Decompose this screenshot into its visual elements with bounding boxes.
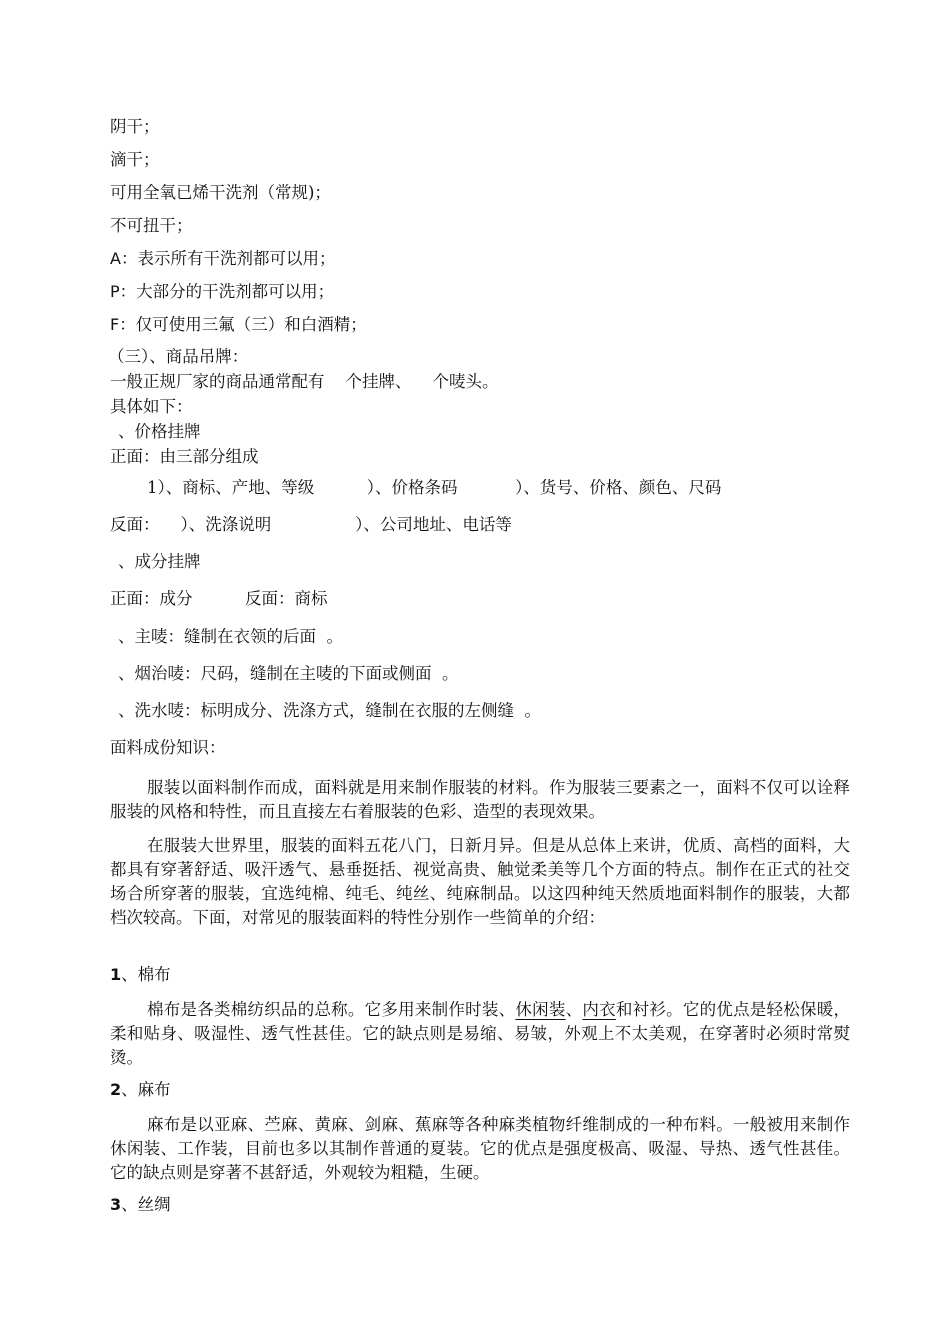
care-a-line <box>110 248 335 270</box>
cotton-title: 、棉布 <box>121 965 171 984</box>
linen-number: 2 <box>110 1080 122 1099</box>
care-p-line <box>110 281 334 303</box>
composition-tag-sides: 正面：成分 反面：商标 <box>110 589 328 608</box>
care-p-text: ：大部分的干洗剂都可以用； <box>119 282 335 301</box>
cotton-paragraph-text <box>110 998 850 1070</box>
tags-section-title: （三）、商品吊牌： <box>108 347 249 366</box>
tags-intro: 一般正规厂家的商品通常配有 个挂牌、 个唛头。 <box>110 372 499 391</box>
linen-paragraph-text: 麻布是以亚麻、苎麻、黄麻、剑麻、蕉麻等各种麻类植物纤维制成的一种布料。一般被用来制作休闲装、工作装，目前也多以其制作普通的夏装。它的优点是强度极高、吸湿、导热、透气性甚佳。它的缺点则是穿著不甚舒适，外观较为粗糙，生硬。 <box>110 1115 850 1182</box>
main-label-line: 、主唛：缝制在衣领的后面 。 <box>118 627 343 646</box>
price-tag-back: 反面： ）、洗涤说明 ）、公司地址、电话等 <box>110 515 512 534</box>
fabric-paragraph-2-text: 在服装大世界里，服装的面料五花八门，日新月异。但是从总体上来讲，优质、高档的面料，大都具有穿著舒适、吸汗透气、悬垂挺括、视觉高贵、触觉柔美等几个方面的特点。制作在正式的社交场合所穿著的服装，宜选纯棉、纯毛、纯丝、纯麻制品。以这四种纯天然质地面料制作的服装，大都档次较高。下面，对常见的服装面料的特性分别作一些简单的介绍： <box>110 836 850 927</box>
care-p-letter: P <box>110 282 120 301</box>
tags-details: 具体如下： <box>110 397 193 416</box>
underwear-link[interactable]: 内衣 <box>582 1000 616 1019</box>
wash-label-line: 、洗水唛：标明成分、洗涤方式，缝制在衣服的左侧缝 。 <box>118 701 541 720</box>
care-no-wring: 不可扭干； <box>110 216 193 235</box>
care-a-text: ：表示所有干洗剂都可以用； <box>120 249 336 268</box>
cotton-heading <box>110 964 171 986</box>
care-perchloro: 可用全氧已烯干洗剂（常规)； <box>110 183 331 202</box>
silk-heading <box>110 1194 171 1216</box>
price-tag-front: 正面：由三部分组成 <box>110 447 259 466</box>
cotton-text-b: 、 <box>565 1000 583 1019</box>
care-drip-dry: 滴干； <box>110 150 160 169</box>
linen-paragraph <box>110 1113 850 1185</box>
linen-title: 、麻布 <box>121 1080 171 1099</box>
price-tag-front-items: 1）、商标、产地、等级 ）、价格条码 ）、货号、价格、颜色、尺码 <box>147 478 722 497</box>
fabric-heading: 面料成份知识： <box>110 738 226 757</box>
silk-number: 3 <box>110 1195 122 1214</box>
fabric-paragraph-1-text: 服装以面料制作而成，面料就是用来制作服装的材料。作为服装三要素之一，面料不仅可以诠释服装的风格和特性，而且直接左右着服装的色彩、造型的表现效果。 <box>110 778 850 821</box>
silk-title: 、丝绸 <box>121 1195 171 1214</box>
casual-wear-link[interactable]: 休闲装 <box>515 1000 566 1019</box>
cotton-text-c: 和衬衫。它的优点是轻松保暖，柔和贴身、吸湿性、透气性甚佳。它的缺点则是易缩、易皱，外观上不太美观，在穿著时必须时常熨烫。 <box>110 1000 851 1067</box>
linen-heading <box>110 1079 171 1101</box>
cotton-text-a: 棉布是各类棉纺织品的总称。它多用来制作时装、 <box>147 1000 516 1019</box>
care-f-letter: F <box>110 315 120 334</box>
cotton-number: 1 <box>110 965 122 984</box>
price-tag-heading: 、价格挂牌 <box>118 422 201 441</box>
cotton-paragraph <box>110 998 850 1070</box>
care-a-letter: A <box>110 249 121 268</box>
care-f-text: ：仅可使用三氟（三）和白酒精； <box>119 315 367 334</box>
composition-tag-heading: 、成分挂牌 <box>118 552 201 571</box>
size-label-line: 、烟治唛：尺码，缝制在主唛的下面或侧面 。 <box>118 664 459 683</box>
fabric-paragraph-2 <box>110 834 850 930</box>
care-f-line <box>110 314 367 336</box>
care-shade-dry: 阴干； <box>110 117 160 136</box>
fabric-paragraph-1 <box>110 776 850 824</box>
